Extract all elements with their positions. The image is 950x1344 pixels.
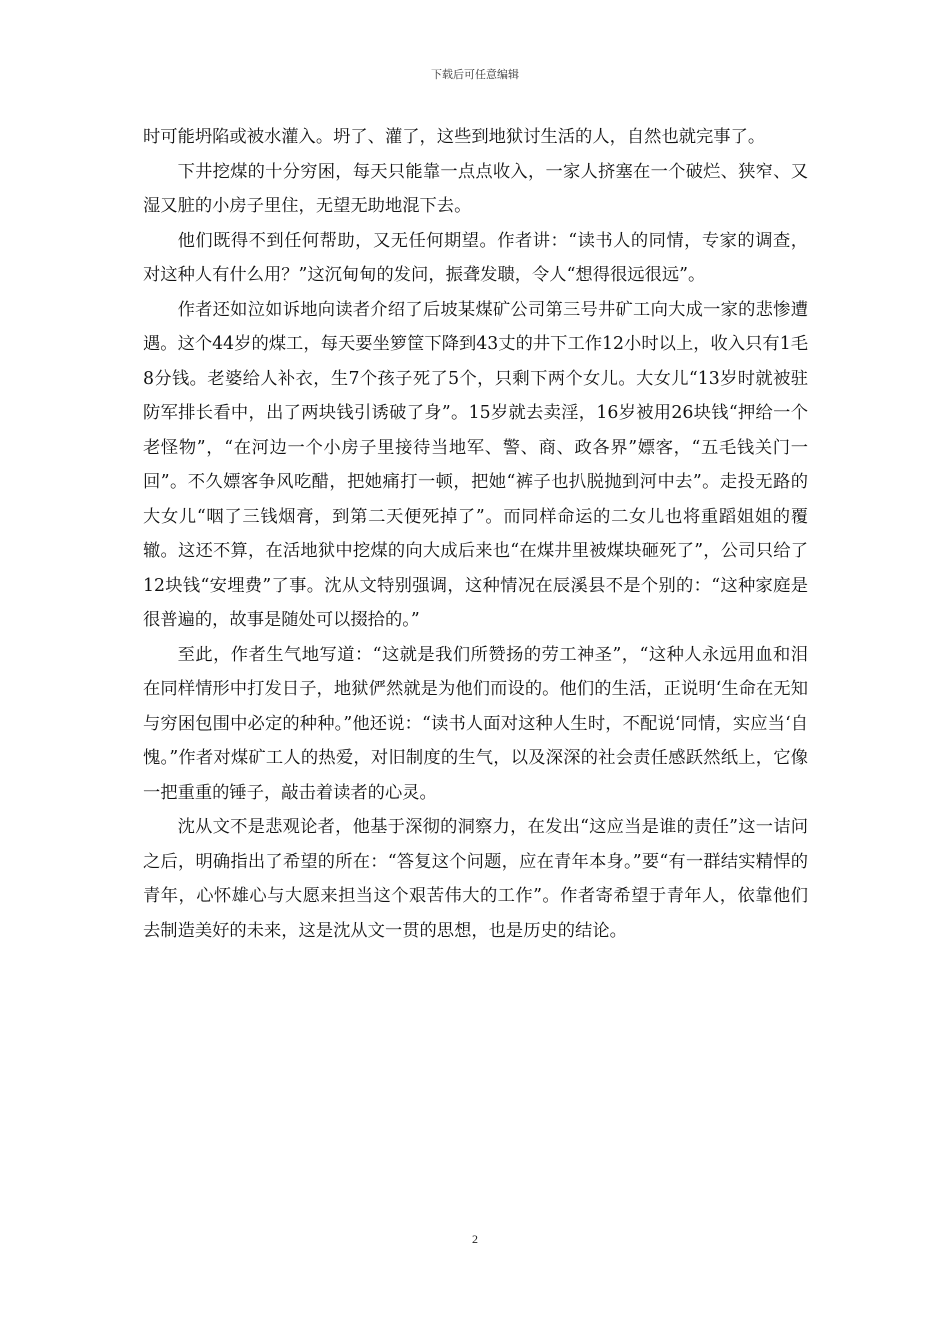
paragraph-3: 他们既得不到任何帮助，又无任何期望。作者讲：“读书人的同情，专家的调查，对这种人有什么用？”这沉甸甸的发问，振聋发聩，令人“想得很远很远”。 — [143, 230, 808, 285]
paragraph-1: 时可能坍陷或被水灌入。坍了、灌了，这些到地狱讨生活的人，自然也就完事了。 — [143, 127, 766, 147]
paragraph-2: 下井挖煤的十分穷困，每天只能靠一点点收入，一家人挤塞在一个破烂、狭窄、又湿又脏的小房子里住，无望无助地混下去。 — [143, 161, 808, 216]
paragraph-5: 至此，作者生气地写道：“这就是我们所赞扬的劳工神圣”，“这种人永远用血和泪在同样情形中打发日子，地狱俨然就是为他们而设的。他们的生活，正说明‘生命在无知与穷困包围中必定的种种。”他还说：“读书人面对这种人生时，不配说‘同情，实应当‘自愧。”作者对煤矿工人的热爱，对旧制度的生气，以及深深的社会责任感跃然纸上，它像一把重重的锤子，敲击着读者的心灵。 — [143, 644, 808, 803]
document-body — [143, 120, 808, 948]
page-header: 下载后可任意编辑 — [431, 68, 519, 81]
page-number: 2 — [472, 1232, 478, 1246]
paragraph-4: 作者还如泣如诉地向读者介绍了后坡某煤矿公司第三号井矿工向大成一家的悲惨遭遇。这个44岁的煤工，每天要坐箩筐下降到43丈的井下工作12小时以上，收入只有1毛8分钱。老婆给人补衣，生7个孩子死了5个，只剩下两个女儿。大女儿“13岁时就被驻防军排长看中，出了两块钱引诱破了身”。15岁就去卖淫，16岁被用26块钱“押给一个老怪物”，“在河边一个小房子里接待当地军、警、商、政各界”嫖客，“五毛钱关门一回”。不久嫖客争风吃醋，把她痛打一顿，把她“裤子也扒脱抛到河中去”。走投无路的大女儿“咽了三钱烟膏，到第二天便死掉了”。而同样命运的二女儿也将重蹈姐姐的覆辙。这还不算，在活地狱中挖煤的向大成后来也“在煤井里被煤块砸死了”，公司只给了12块钱“安埋费”了事。沈从文特别强调，这种情况在辰溪县不是个别的：“这种家庭是很普遍的，故事是随处可以掇拾的。” — [143, 299, 808, 630]
paragraph-6: 沈从文不是悲观论者，他基于深彻的洞察力，在发出“这应当是谁的责任”这一诘问之后，明确指出了希望的所在：“答复这个问题，应在青年本身。”要“有一群结实精悍的青年，心怀雄心与大愿来担当这个艰苦伟大的工作”。作者寄希望于青年人，依靠他们去制造美好的未来，这是沈从文一贯的思想，也是历史的结论。 — [143, 817, 808, 941]
